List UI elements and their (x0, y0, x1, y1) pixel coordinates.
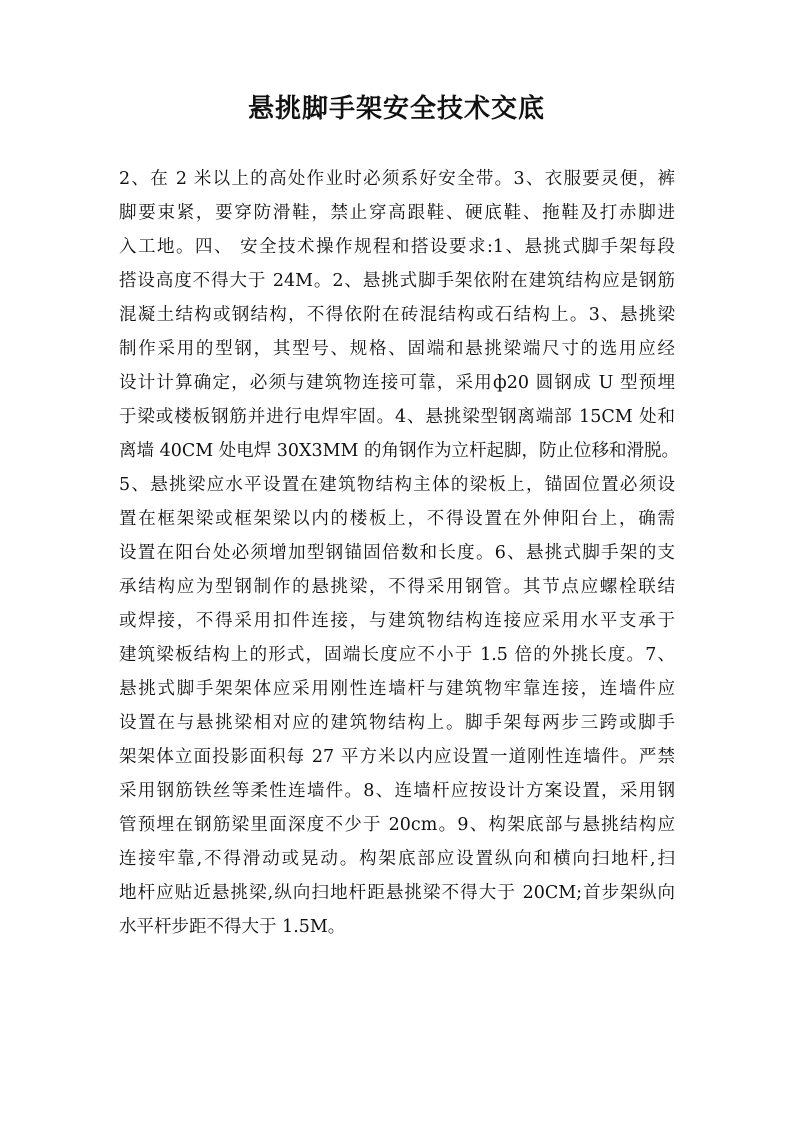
body-text-line: 离墙 40CM 处电焊 30X3MM 的角钢作为立杆起脚，防止位移和滑脱。 (119, 441, 680, 461)
body-text-line: 建筑梁板结构上的形式，固端长度应不小于 1.5 倍的外挑长度。7、 (119, 645, 675, 665)
body-text-line: 制作采用的型钢，其型号、规格、固端和悬挑梁端尺寸的选用应经 (119, 339, 675, 359)
body-text-line: 混凝土结构或钢结构，不得依附在砖混结构或石结构上。3、悬挑梁 (119, 305, 675, 325)
body-text-line: 管预埋在钢筋梁里面深度不少于 20cm。9、构架底部与悬挑结构应 (119, 815, 675, 835)
document-body (119, 162, 680, 944)
body-text-line: 设置在阳台处必须增加型钢锚固倍数和长度。6、悬挑式脚手架的支 (119, 543, 675, 563)
body-text-line: 2、在 2 米以上的高处作业时必须系好安全带。3、衣服要灵便，裤 (119, 169, 675, 189)
body-text-line: 悬挑式脚手架架体应采用刚性连墙杆与建筑物牢靠连接，连墙件应 (119, 679, 675, 699)
body-text-line: 架架体立面投影面积每 27 平方米以内应设置一道刚性连墙件。严禁 (119, 747, 675, 767)
document-title: 悬挑脚手架安全技术交底 (247, 94, 545, 124)
body-text-line: 采用钢筋铁丝等柔性连墙件。8、连墙杆应按设计方案设置，采用钢 (119, 781, 675, 801)
body-text-line: 5、悬挑梁应水平设置在建筑物结构主体的梁板上，锚固位置必须设 (119, 475, 675, 495)
body-text-line: 水平杆步距不得大于 1.5M。 (119, 917, 346, 937)
body-text-line: 或焊接，不得采用扣件连接，与建筑物结构连接应采用水平支承于 (119, 611, 675, 631)
body-text-line: 地杆应贴近悬挑梁,纵向扫地杆距悬挑梁不得大于 20CM;首步架纵向 (119, 883, 675, 903)
body-text-line: 承结构应为型钢制作的悬挑梁，不得采用钢管。其节点应螺栓联结 (119, 577, 675, 597)
body-text-line: 搭设高度不得大于 24M。2、悬挑式脚手架依附在建筑结构应是钢筋 (119, 271, 675, 291)
body-text-line: 设置在与悬挑梁相对应的建筑物结构上。脚手架每两步三跨或脚手 (119, 713, 675, 733)
body-text-line: 于梁或楼板钢筋并进行电焊牢固。4、悬挑梁型钢离端部 15CM 处和 (119, 407, 675, 427)
body-text-line: 入工地。四、 安全技术操作规程和搭设要求:1、悬挑式脚手架每段 (119, 237, 675, 257)
body-text-line: 脚要束紧，要穿防滑鞋，禁止穿高跟鞋、硬底鞋、拖鞋及打赤脚进 (119, 203, 675, 223)
body-text-line: 设计计算确定，必须与建筑物连接可靠，采用ф20 圆钢成 U 型预埋 (119, 373, 675, 393)
body-text-line: 置在框架梁或框架梁以内的楼板上，不得设置在外伸阳台上，确需 (119, 509, 675, 529)
body-text-line: 连接牢靠,不得滑动或晃动。构架底部应设置纵向和横向扫地杆,扫 (119, 849, 675, 869)
